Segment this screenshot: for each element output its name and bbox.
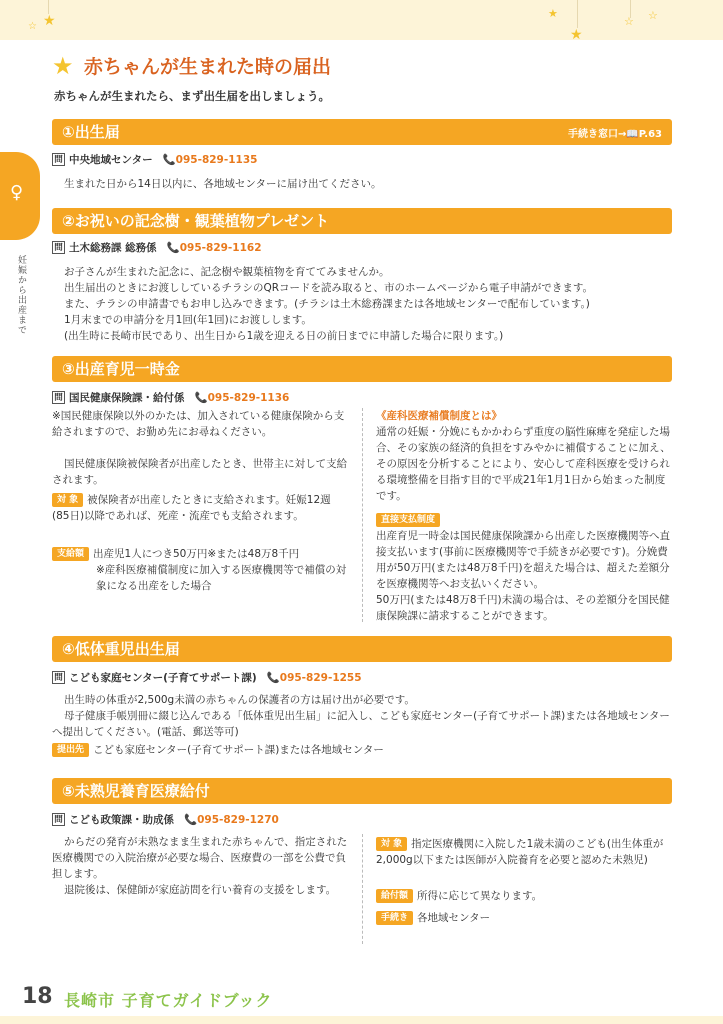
payment-note: 国民健康保険被保険者が出産したとき、世帯主に対して支給されます。 — [52, 458, 348, 486]
contact-name: こども家庭センター(子育てサポート課) — [69, 672, 257, 684]
star-icon: ★ — [548, 7, 558, 20]
side-category-label: 妊娠から出産まで — [16, 255, 26, 335]
contact-info — [52, 390, 289, 405]
procedure-tag: 手続き — [376, 911, 413, 925]
body-line: 出生時の体重が2,500g未満の赤ちゃんの保護者の方は届け出が必要です。 — [64, 694, 415, 706]
column-divider — [362, 834, 363, 944]
star-icon: ★ — [570, 27, 583, 43]
inquiry-badge: 問 — [52, 241, 65, 254]
section-title: ③出産育児一時金 — [62, 360, 180, 378]
contact-name: こども政策課・助成係 — [69, 814, 174, 826]
inquiry-badge: 問 — [52, 671, 65, 684]
star-icon: ★ — [52, 52, 74, 80]
destination-tag: 提出先 — [52, 743, 89, 757]
contact-info — [52, 240, 262, 255]
contact-name: 中央地域センター — [69, 154, 153, 166]
contact-phone[interactable]: 📞095-829-1136 — [194, 392, 290, 404]
section-title: ④低体重児出生届 — [62, 640, 180, 658]
contact-phone[interactable]: 📞095-829-1255 — [266, 672, 362, 684]
section-header-premature-care — [52, 778, 672, 804]
body-line: 出生届出のときにお渡ししているチラシのQRコードを読み取ると、市のホームページから電子申請ができます。 — [64, 282, 594, 294]
body-line: また、チラシの申請書でもお申し込みできます。(チラシは土木総務課または各地域センターで配布しています。) — [64, 298, 590, 310]
star-icon: ☆ — [648, 9, 658, 22]
amount-note: ※産科医療補償制度に加入する医療機関等で補償の対象になる出産をした場合 — [96, 564, 347, 592]
star-icon: ☆ — [624, 15, 634, 28]
block-heading: 《産科医療補償制度とは》 — [376, 410, 502, 422]
target-row — [376, 836, 672, 868]
amount-text: 所得に応じて異なります。 — [417, 890, 543, 902]
page-number: 18 — [22, 984, 53, 1009]
block-text: 通常の妊娠・分娩にもかかわらず重度の脳性麻痺を発症した場合、その家族の経済的負担をすみやかに補償することに加え、その原因を分析することにより、安心して産科医療を受けられる環境整備を目指す目的で平成21年1月1日から始まった制度です。 — [376, 426, 671, 502]
column-divider — [362, 408, 363, 622]
target-row — [52, 492, 348, 524]
star-icon: ☆ — [28, 21, 37, 32]
contact-phone[interactable]: 📞095-829-1270 — [184, 814, 279, 826]
procedure-text: 各地域センター — [417, 912, 491, 924]
side-category-tab — [0, 152, 40, 240]
pregnancy-icon: ♀ — [10, 182, 24, 203]
body-line: (出生時に長崎市民であり、出生日から1歳を迎える日の前日までに申請した場合に限ります。) — [64, 330, 504, 342]
contact-info — [52, 670, 362, 685]
amount-tag: 給付額 — [376, 889, 413, 903]
section-body: 生まれた日から14日以内に、各地域センターに届け出てください。 — [64, 178, 382, 190]
page-subtitle: 赤ちゃんが生まれたら、まず出生届を出しましょう。 — [54, 89, 330, 103]
section-title: ②お祝いの記念樹・観葉植物プレゼント — [62, 212, 330, 230]
amount-text: 出産児1人につき50万円※または48万8千円 — [93, 548, 300, 560]
footer-band — [0, 1016, 723, 1024]
obstetric-compensation-block — [376, 408, 672, 504]
direct-payment-tag: 直接支払制度 — [376, 513, 440, 527]
block-text: 50万円(または48万8千円)未満の場合は、その差額分を国民健康保険課に請求することができます。 — [376, 594, 670, 622]
target-text: 指定医療機関に入院した1歳未満のこども(出生体重が2,000g以下または医師が入院養育を必要と認めた未熟児) — [376, 838, 664, 866]
hang-line — [577, 0, 578, 28]
section-title: ①出生届 — [62, 123, 120, 141]
direct-payment-block — [376, 512, 672, 624]
target-text: 被保険者が出産したときに支給されます。妊娠12週(85日)以降であれば、死産・流産でも支給されます。 — [52, 494, 331, 522]
guidebook-logo: 長崎市 子育てガイドブック — [64, 991, 273, 1010]
body-line: 母子健康手帳別冊に綴じ込んである「低体重児出生届」に記入し、こども家庭センター(子育てサポート課)または各地域センターへ提出してください。(電話、郵送等可) — [52, 710, 670, 738]
amount-tag: 支給額 — [52, 547, 89, 561]
inquiry-badge: 問 — [52, 153, 65, 166]
inquiry-badge: 問 — [52, 813, 65, 826]
procedure-window-link[interactable]: 手続き窓口→📖P.63 — [567, 129, 662, 140]
procedure-row — [376, 910, 672, 926]
contact-info — [52, 812, 279, 827]
block-text: 出産育児一時金は国民健康保険課から出産した医療機関等へ直接支払います(事前に医療機関等で手続きが必要です)。分娩費用が50万円(または48万8千円)を超えた場合は、超えた差額分を医療機関等へお支払いください。 — [376, 530, 670, 590]
section-header-low-birth-weight — [52, 636, 672, 662]
body-line: お子さんが生まれた記念に、記念樹や観葉植物を育ててみませんか。 — [64, 266, 390, 278]
target-tag: 対 象 — [52, 493, 83, 507]
section-header-childbirth-lump-sum — [52, 356, 672, 382]
amount-row — [52, 546, 348, 562]
contact-name: 土木総務課 総務係 — [69, 242, 157, 254]
destination-row — [52, 742, 672, 758]
body-text: 退院後は、保健師が家庭訪問を行い養育の支援をします。 — [64, 884, 337, 896]
body-text: からだの発育が未熟なまま生まれた赤ちゃんで、指定された医療機関での入院治療が必要な場合、医療費の一部を公費で負担します。 — [52, 836, 348, 880]
section-body — [64, 264, 674, 344]
amount-row — [376, 888, 672, 904]
contact-info — [52, 152, 257, 167]
section-title: ⑤未熟児養育医療給付 — [62, 782, 210, 800]
body-line: 1月末までの申請分を月1回(年1回)にお渡しします。 — [64, 314, 312, 326]
destination-text: こども家庭センター(子育てサポート課)または各地域センター — [93, 744, 384, 756]
insurance-note: ※国民健康保険以外のかたは、加入されている健康保険から支給されますので、お勤め先にお尋ねください。 — [52, 410, 345, 438]
target-tag: 対 象 — [376, 837, 407, 851]
contact-name: 国民健康保険課・給付係 — [69, 392, 185, 404]
section-header-tree-present — [52, 208, 672, 234]
section-header-birth-registration — [52, 119, 672, 145]
header-scallop — [0, 27, 723, 52]
contact-phone[interactable]: 📞095-829-1135 — [162, 154, 258, 166]
inquiry-badge: 問 — [52, 391, 65, 404]
star-icon: ★ — [43, 13, 56, 29]
hang-line — [48, 0, 49, 14]
page-title: 赤ちゃんが生まれた時の届出 — [84, 56, 332, 78]
contact-phone[interactable]: 📞095-829-1162 — [166, 242, 262, 254]
